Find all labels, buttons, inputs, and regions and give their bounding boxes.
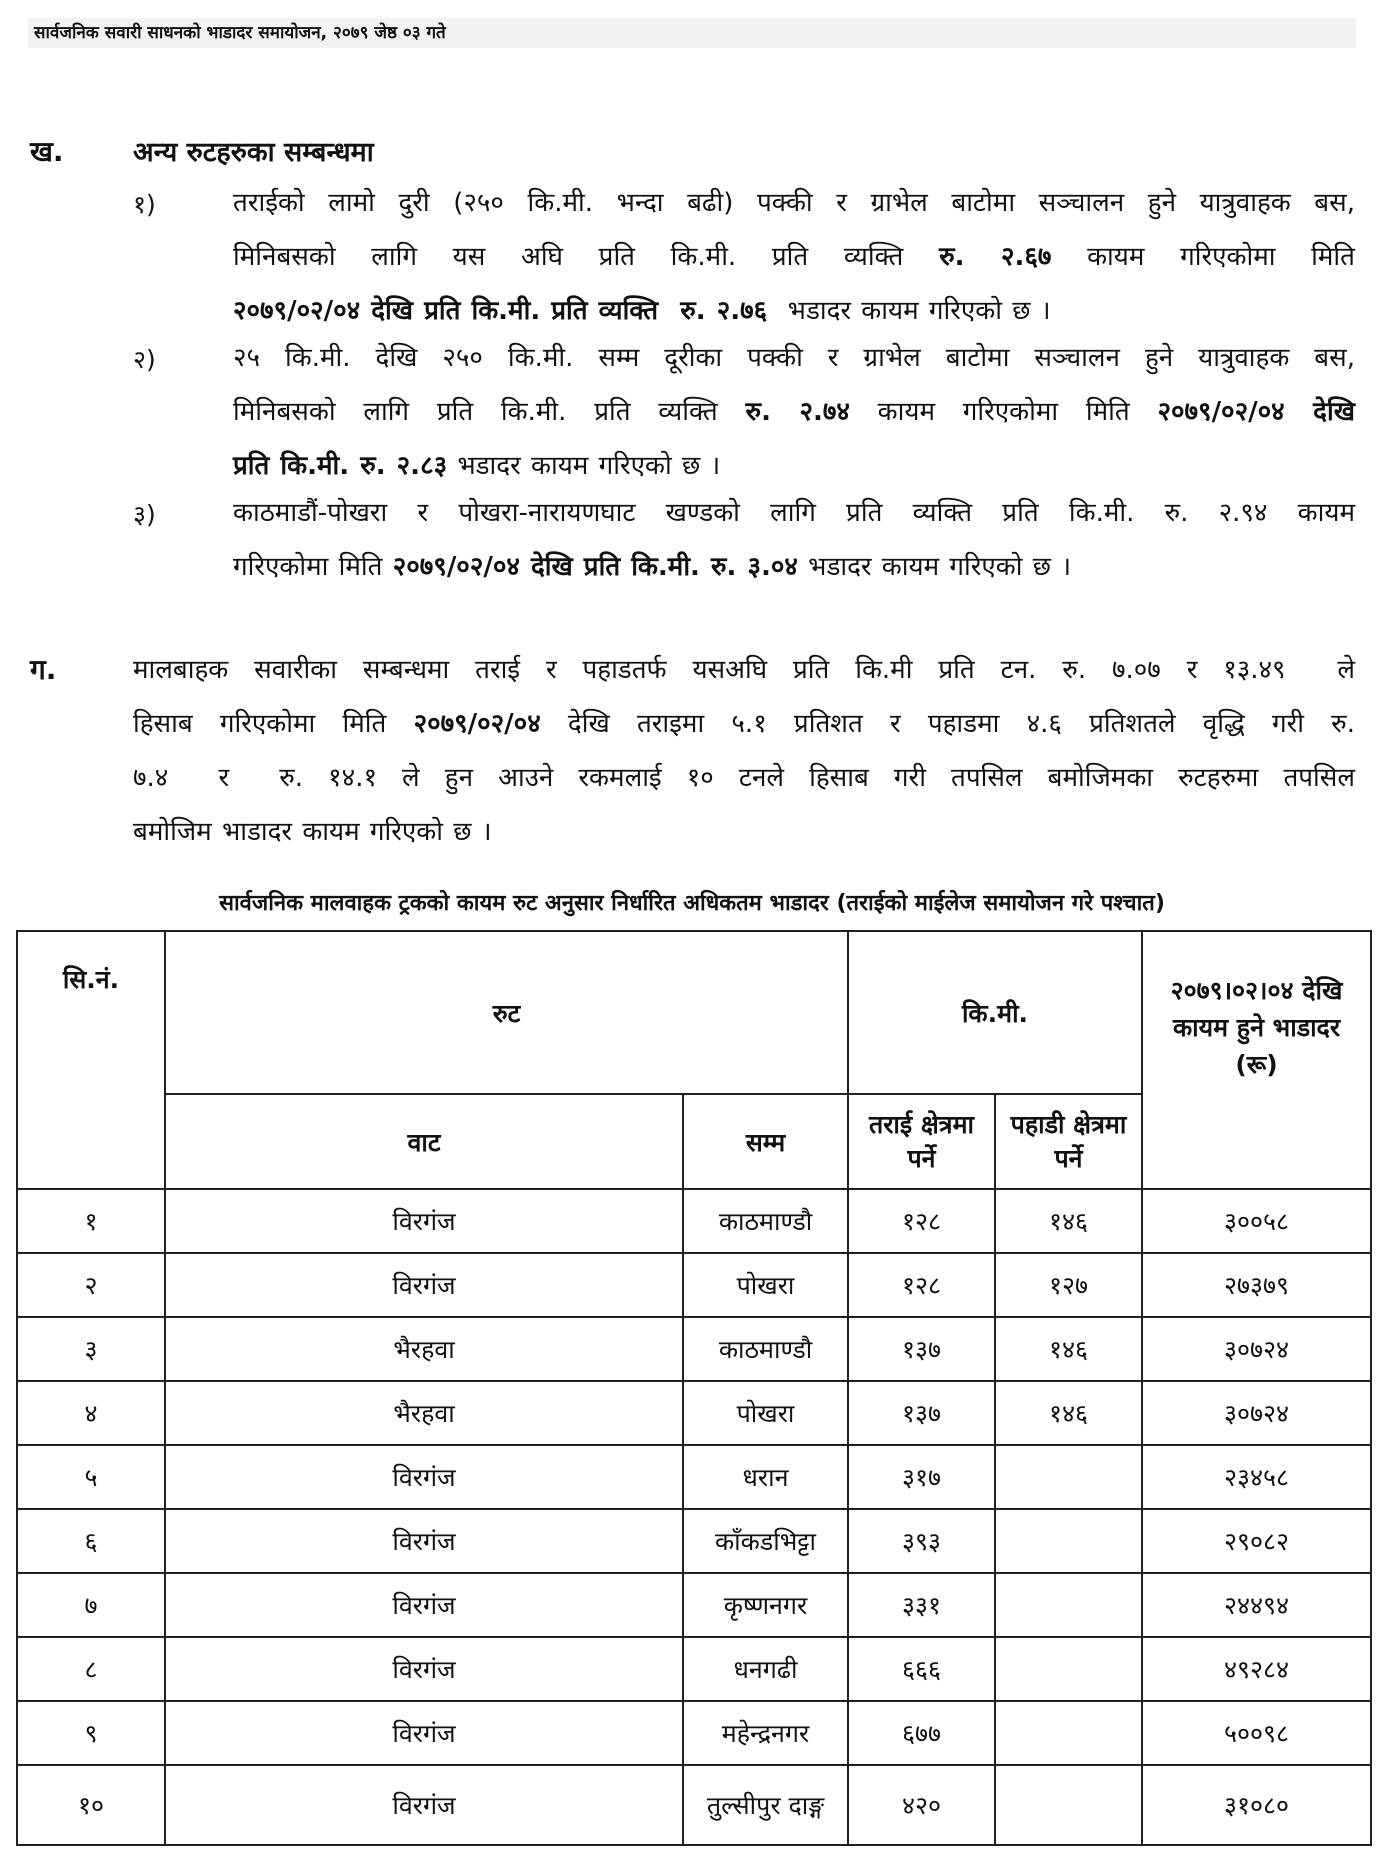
bold-text: २०७९/०२/०४ देखि	[1157, 397, 1355, 427]
cell-serial-no: ६	[17, 1509, 165, 1573]
text-segment: भडादर कायम गरिएको छ ।	[447, 451, 721, 481]
item-1-paragraph	[233, 176, 1355, 338]
cell-from: भैरहवा	[165, 1381, 683, 1445]
text-segment: काठमाडौं-पोखरा र पोखरा-नारायणघाट खण्डको लागि प्रति व्यक्ति प्रति कि.मी. रु. २.९४ कायम	[233, 498, 1355, 528]
cell-fare: २७३७९	[1142, 1253, 1371, 1317]
section-ga-paragraph	[133, 643, 1355, 859]
table-row	[17, 1445, 1371, 1509]
text-line	[233, 486, 1355, 540]
cell-terai-km: १३७	[848, 1317, 995, 1381]
cell-to: काठमाण्डौ	[683, 1317, 848, 1381]
cell-from: विरगंज	[165, 1189, 683, 1253]
text-line	[133, 643, 1355, 697]
text-line	[133, 697, 1355, 751]
cell-to: धनगढी	[683, 1637, 848, 1701]
cell-fare: २३४५८	[1142, 1445, 1371, 1509]
bold-text: २०७९/०२/०४ देखि प्रति कि.मी. रु. ३.०४	[392, 552, 798, 582]
cell-hill-km	[995, 1765, 1142, 1845]
cell-to: पोखरा	[683, 1381, 848, 1445]
cell-to: कृष्णनगर	[683, 1573, 848, 1637]
header-from: वाट	[165, 1094, 683, 1189]
cell-hill-km	[995, 1573, 1142, 1637]
text-line	[233, 284, 1355, 338]
cell-fare: २९०८२	[1142, 1509, 1371, 1573]
cell-from: विरगंज	[165, 1765, 683, 1845]
running-header: सार्वजनिक सवारी साधनको भाडादर समायोजन, २०७९ जेष्ठ ०३ गते	[28, 18, 1356, 48]
text-line	[133, 805, 1355, 859]
cell-terai-km: ४२०	[848, 1765, 995, 1845]
item-2-paragraph	[233, 331, 1355, 493]
text-segment: मालबाहक सवारीका सम्बन्धमा तराई र पहाडतर्फ यसअघि प्रति कि.मी प्रति टन. रु. ७.०७ र १३.४९ ले	[133, 655, 1355, 685]
table-row	[17, 1573, 1371, 1637]
header-serial-no: सि.नं.	[17, 931, 165, 1189]
cell-to: पोखरा	[683, 1253, 848, 1317]
cell-from: विरगंज	[165, 1445, 683, 1509]
item-2-number: २)	[133, 345, 156, 374]
section-ga-marker: ग.	[30, 653, 57, 686]
text-line	[233, 439, 1355, 493]
text-segment: बमोजिम भाडादर कायम गरिएको छ ।	[133, 817, 492, 847]
cell-terai-km: १२८	[848, 1189, 995, 1253]
text-segment: भडादर कायम गरिएको छ ।	[767, 296, 1051, 326]
section-kha-title: अन्य रुटहरुका सम्बन्धमा	[133, 137, 374, 168]
text-segment: मिनिबसको लागि यस अघि प्रति कि.मी. प्रति व्यक्ति	[233, 242, 940, 272]
cell-from: विरगंज	[165, 1637, 683, 1701]
table-row	[17, 1509, 1371, 1573]
cell-terai-km: ३३१	[848, 1573, 995, 1637]
cell-fare: ३००५८	[1142, 1189, 1371, 1253]
header-km: कि.मी.	[848, 931, 1142, 1094]
table-row	[17, 1317, 1371, 1381]
text-segment: गरिएकोमा मिति	[233, 552, 393, 582]
table-row	[17, 1253, 1371, 1317]
text-line	[233, 540, 1355, 594]
cell-serial-no: ७	[17, 1573, 165, 1637]
header-to: सम्म	[683, 1094, 848, 1189]
cell-terai-km: ३१७	[848, 1445, 995, 1509]
text-line	[233, 385, 1355, 439]
text-segment: भडादर कायम गरिएको छ ।	[797, 552, 1072, 582]
header-terai-km: तराई क्षेत्रमा पर्ने	[848, 1094, 995, 1189]
bold-text: प्रति कि.मी. रु. २.८३	[233, 451, 448, 481]
cell-terai-km: ६७७	[848, 1701, 995, 1765]
truck-fare-table	[16, 930, 1372, 1846]
item-3-number: ३)	[133, 500, 156, 529]
bold-text: रु. २.६७	[939, 242, 1052, 272]
item-1-number: १)	[133, 190, 156, 219]
cell-hill-km: १४६	[995, 1317, 1142, 1381]
cell-fare: ३१०८०	[1142, 1765, 1371, 1845]
text-line	[233, 230, 1355, 284]
text-segment: ७.४ र रु. १४.१ ले हुन आउने रकमलाई १० टनले हिसाब गरी तपसिल बमोजिमका रुटहरुमा तपसिल	[133, 763, 1355, 793]
cell-terai-km: १२८	[848, 1253, 995, 1317]
text-segment: देखि तराइमा ५.१ प्रतिशत र पहाडमा ४.६ प्रतिशतले वृद्धि गरी रु.	[540, 709, 1355, 739]
cell-fare: २४४९४	[1142, 1573, 1371, 1637]
cell-serial-no: १	[17, 1189, 165, 1253]
bold-text: रु. २.७४	[745, 397, 850, 427]
table-row	[17, 1637, 1371, 1701]
cell-fare: ३०७२४	[1142, 1381, 1371, 1445]
cell-fare: ३०७२४	[1142, 1317, 1371, 1381]
bold-text: २०७९/०२/०४ देखि प्रति कि.मी. प्रति व्यक्ति रु. २.७६	[233, 296, 768, 326]
cell-serial-no: ९	[17, 1701, 165, 1765]
header-hill-km: पहाडी क्षेत्रमा पर्ने	[995, 1094, 1142, 1189]
text-segment: हिसाब गरिएकोमा मिति	[133, 709, 414, 739]
cell-serial-no: १०	[17, 1765, 165, 1845]
section-kha-marker: ख.	[30, 135, 64, 168]
item-3-paragraph	[233, 486, 1355, 594]
cell-terai-km: १३७	[848, 1381, 995, 1445]
text-segment: मिनिबसको लागि प्रति कि.मी. प्रति व्यक्ति	[233, 397, 746, 427]
cell-serial-no: ४	[17, 1381, 165, 1445]
text-segment: २५ कि.मी. देखि २५० कि.मी. सम्म दूरीका पक्की र ग्राभेल बाटोमा सञ्चालन हुने यात्रुवाहक बस,	[233, 343, 1355, 373]
cell-to: काठमाण्डौ	[683, 1189, 848, 1253]
cell-hill-km: १२७	[995, 1253, 1142, 1317]
cell-from: विरगंज	[165, 1701, 683, 1765]
table-row	[17, 1381, 1371, 1445]
cell-to: तुल्सीपुर दाङ्ग	[683, 1765, 848, 1845]
text-line	[233, 176, 1355, 230]
table-row	[17, 1701, 1371, 1765]
cell-to: धरान	[683, 1445, 848, 1509]
cell-serial-no: २	[17, 1253, 165, 1317]
header-fare: २०७९।०२।०४ देखि कायम हुने भाडादर (रू)	[1142, 931, 1371, 1189]
text-line	[133, 751, 1355, 805]
table-row	[17, 1765, 1371, 1845]
table-caption: सार्वजनिक मालवाहक ट्रकको कायम रुट अनुसार निर्धारित अधिकतम भाडादर (तराईको माईलेज समायोजन गरे पश्चात)	[219, 891, 1165, 916]
cell-terai-km: ३९३	[848, 1509, 995, 1573]
text-line	[233, 331, 1355, 385]
bold-text: २०७९/०२/०४	[413, 709, 541, 739]
cell-fare: ५००९८	[1142, 1701, 1371, 1765]
cell-from: विरगंज	[165, 1253, 683, 1317]
cell-to: काँकडभिट्टा	[683, 1509, 848, 1573]
cell-hill-km	[995, 1445, 1142, 1509]
cell-fare: ४९२८४	[1142, 1637, 1371, 1701]
text-segment: कायम गरिएकोमा मिति	[849, 397, 1158, 427]
cell-to: महेन्द्रनगर	[683, 1701, 848, 1765]
cell-from: विरगंज	[165, 1573, 683, 1637]
cell-serial-no: ८	[17, 1637, 165, 1701]
cell-serial-no: ५	[17, 1445, 165, 1509]
table-row	[17, 1189, 1371, 1253]
header-route: रुट	[165, 931, 848, 1094]
cell-from: भैरहवा	[165, 1317, 683, 1381]
cell-hill-km: १४६	[995, 1381, 1142, 1445]
cell-terai-km: ६६६	[848, 1637, 995, 1701]
cell-hill-km	[995, 1637, 1142, 1701]
cell-serial-no: ३	[17, 1317, 165, 1381]
cell-hill-km	[995, 1701, 1142, 1765]
text-segment: कायम गरिएकोमा मिति	[1051, 242, 1355, 272]
cell-hill-km: १४६	[995, 1189, 1142, 1253]
text-segment: तराईको लामो दुरी (२५० कि.मी. भन्दा बढी) पक्की र ग्राभेल बाटोमा सञ्चालन हुने यात्रुवाहक बस,	[233, 188, 1355, 218]
cell-from: विरगंज	[165, 1509, 683, 1573]
cell-hill-km	[995, 1509, 1142, 1573]
